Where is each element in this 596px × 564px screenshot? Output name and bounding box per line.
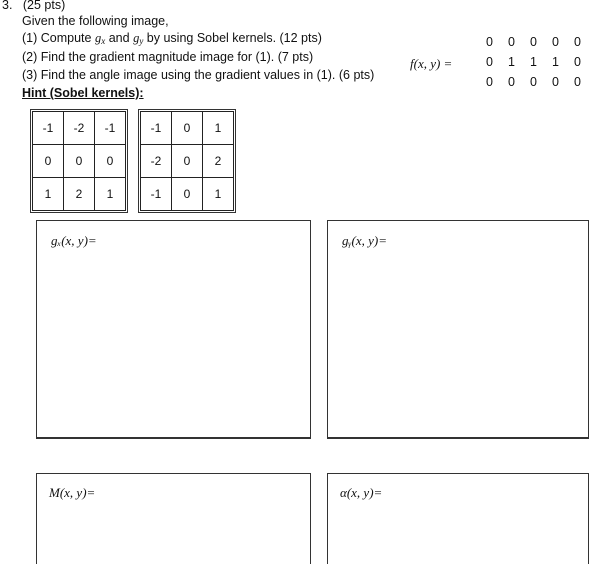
gx-answer-box[interactable] (36, 220, 311, 439)
kernel-cell: 2 (203, 145, 234, 178)
hint-label: Hint (Sobel kernels): (22, 86, 144, 100)
matrix-cell: 1 (530, 55, 537, 69)
gy-answer-box[interactable] (327, 220, 589, 439)
question-points: (25 pts) (22, 0, 66, 12)
kernel-cell: 0 (64, 145, 95, 178)
kernel-cell: -1 (141, 178, 172, 211)
kernel-cell: 1 (203, 112, 234, 145)
image-label: f(x, y) = (410, 56, 453, 71)
kernel-cell: -2 (64, 112, 95, 145)
matrix-cell: 1 (508, 55, 515, 69)
matrix-cell: 0 (552, 75, 559, 89)
kernel-cell: -1 (141, 112, 172, 145)
matrix-cell: 1 (552, 55, 559, 69)
kernel-cell: 1 (33, 178, 64, 211)
matrix-cell: 0 (530, 75, 537, 89)
matrix-cell: 0 (508, 75, 515, 89)
kernel-cell: -1 (95, 112, 126, 145)
question-number: 3. (2, 0, 13, 12)
kernel-cell: 0 (95, 145, 126, 178)
kernel-cell: 1 (203, 178, 234, 211)
matrix-cell: 0 (486, 55, 493, 69)
question-part-2: (2) Find the gradient magnitude image for (1). (7 pts) (22, 50, 314, 64)
matrix-cell: 0 (574, 55, 581, 69)
question-intro: Given the following image, (22, 14, 169, 28)
sobel-kernel-vertical (138, 109, 236, 213)
gy-symbol: $g_y$ (133, 31, 144, 46)
angle-box-label: α(x, y)= (340, 485, 383, 500)
kernel-cell: 2 (64, 178, 95, 211)
matrix-cell: 0 (530, 35, 537, 49)
matrix-cell: 0 (486, 35, 493, 49)
matrix-cell: 0 (508, 35, 515, 49)
sobel-kernel-horizontal (30, 109, 128, 213)
matrix-cell: 0 (574, 35, 581, 49)
gx-symbol: $g_x$ (94, 31, 106, 46)
magnitude-box-label: M(x, y)= (49, 485, 96, 500)
matrix-cell: 0 (574, 75, 581, 89)
magnitude-answer-box[interactable] (36, 473, 311, 564)
question-part-3: (3) Find the angle image using the gradient values in (1). (6 pts) (22, 68, 375, 82)
kernel-cell: 0 (33, 145, 64, 178)
gy-box-label: gᵧ(x, y)= (342, 233, 387, 248)
kernel-cell: 0 (172, 145, 203, 178)
kernel-cell: 0 (172, 178, 203, 211)
image-matrix (486, 32, 596, 92)
kernel-cell: 0 (172, 112, 203, 145)
question-part-1: (1) Compute $g_x$ and $g_y$ by using Sobel kernels. (12 pts) (22, 31, 322, 46)
kernel-cell: 1 (95, 178, 126, 211)
kernel-cell: -2 (141, 145, 172, 178)
matrix-cell: 0 (486, 75, 493, 89)
angle-answer-box[interactable] (327, 473, 589, 564)
matrix-cell: 0 (552, 35, 559, 49)
kernel-cell: -1 (33, 112, 64, 145)
gx-box-label: gₓ(x, y)= (51, 233, 97, 248)
